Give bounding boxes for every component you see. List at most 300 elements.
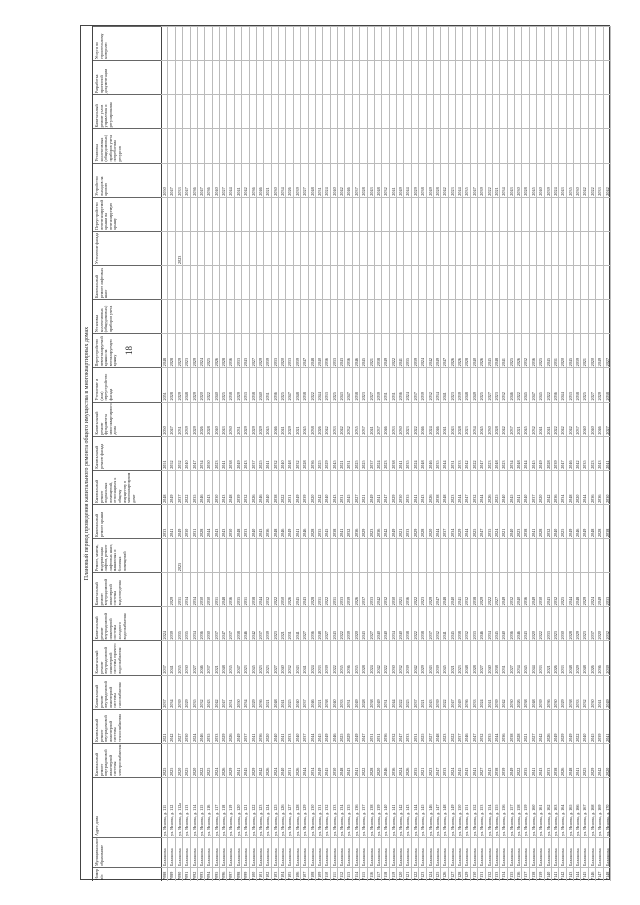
cell-num: 7128 xyxy=(456,867,463,881)
cell-municipality: Балашиха xyxy=(309,837,316,867)
cell-year xyxy=(242,265,249,299)
cell-year xyxy=(567,128,574,162)
cell-municipality: Балашиха xyxy=(264,837,271,867)
cell-year xyxy=(419,299,426,333)
cell-year: 2031 xyxy=(412,709,419,743)
cell-year xyxy=(323,299,330,333)
cell-year xyxy=(478,538,485,572)
cell-year xyxy=(574,26,581,60)
cell-year: 2038 xyxy=(434,470,441,504)
cell-year: 2030 xyxy=(205,572,212,606)
cell-year xyxy=(198,60,205,94)
cell-year: 2033 xyxy=(331,402,338,436)
cell-year xyxy=(309,265,316,299)
cell-year: 2035 xyxy=(353,640,360,674)
cell-year xyxy=(589,60,596,94)
cell-year xyxy=(205,128,212,162)
cell-year: 2021 xyxy=(264,675,271,709)
cell-year xyxy=(589,299,596,333)
cell-year: 2036 xyxy=(309,606,316,640)
cell-year xyxy=(449,60,456,94)
cell-year xyxy=(493,265,500,299)
cell-year xyxy=(382,197,389,231)
cell-year xyxy=(493,94,500,128)
cell-year: 2037 xyxy=(161,640,168,674)
cell-year: 2049 xyxy=(235,709,242,743)
cell-year: 2043 xyxy=(419,470,426,504)
cell-year: 2042 xyxy=(323,402,330,436)
cell-year xyxy=(449,299,456,333)
cell-year xyxy=(360,94,367,128)
cell-num: 7105 xyxy=(286,867,293,881)
cell-year xyxy=(309,231,316,265)
cell-municipality: Балашиха xyxy=(353,837,360,867)
cell-year xyxy=(397,94,404,128)
cell-year xyxy=(478,265,485,299)
cell-year: 2034 xyxy=(471,402,478,436)
cell-year xyxy=(500,197,507,231)
cell-year: 2022 xyxy=(390,333,397,367)
cell-year: 2030 xyxy=(552,675,559,709)
cell-year xyxy=(441,60,448,94)
cell-year: 2037 xyxy=(530,470,537,504)
cell-year: 2023 xyxy=(449,470,456,504)
cell-year xyxy=(530,60,537,94)
cell-num: 7116 xyxy=(368,867,375,881)
cell-year: 2022 xyxy=(515,367,522,401)
cell-num: 7123 xyxy=(419,867,426,881)
cell-year xyxy=(264,299,271,333)
cell-year xyxy=(552,265,559,299)
cell-year: 2023 xyxy=(427,743,434,777)
cell-year xyxy=(301,197,308,231)
cell-year: 2044 xyxy=(257,572,264,606)
cell-year xyxy=(471,231,478,265)
cell-year: 2033 xyxy=(161,504,168,538)
cell-year xyxy=(368,538,375,572)
cell-year: 2026 xyxy=(552,640,559,674)
cell-year: 2047 xyxy=(235,640,242,674)
cell-year xyxy=(168,128,175,162)
cell-municipality: Балашиха xyxy=(168,837,175,867)
cell-municipality: Балашиха xyxy=(227,837,234,867)
cell-year xyxy=(419,94,426,128)
cell-year xyxy=(537,128,544,162)
cell-year: 2031 xyxy=(235,402,242,436)
header-col-7: Капитальный ремонт крыши xyxy=(93,504,161,538)
cell-num: 7101 xyxy=(257,867,264,881)
cell-year: 2049 xyxy=(604,675,611,709)
cell-year xyxy=(604,128,611,162)
cell-year: 2045 xyxy=(250,640,257,674)
cell-year: 2024 xyxy=(161,606,168,640)
cell-municipality: Балашиха xyxy=(235,837,242,867)
cell-year xyxy=(213,231,220,265)
cell-year: 2038 xyxy=(390,436,397,470)
cell-year: 2022 xyxy=(545,367,552,401)
cell-year xyxy=(353,128,360,162)
cell-year: 2041 xyxy=(530,743,537,777)
cell-year: 2021 xyxy=(316,675,323,709)
cell-year: 2026 xyxy=(294,743,301,777)
cell-address: ул. Яснова, д. 158 xyxy=(515,777,522,837)
cell-municipality: Балашиха xyxy=(191,837,198,867)
cell-year: 2037 xyxy=(456,709,463,743)
cell-year: 2040 xyxy=(213,367,220,401)
cell-year: 2036 xyxy=(522,572,529,606)
cell-year: 2048 xyxy=(493,436,500,470)
cell-year: 2031 xyxy=(338,470,345,504)
cell-year xyxy=(176,128,183,162)
cell-num: 7125 xyxy=(434,867,441,881)
cell-year xyxy=(412,197,419,231)
cell-year: 2035 xyxy=(176,640,183,674)
cell-year: 2041 xyxy=(441,606,448,640)
cell-year xyxy=(581,231,588,265)
cell-year xyxy=(345,265,352,299)
cell-year xyxy=(250,231,257,265)
cell-year xyxy=(604,538,611,572)
cell-municipality: Балашиха xyxy=(552,837,559,867)
cell-year: 2021 xyxy=(368,333,375,367)
cell-year: 2036 xyxy=(463,675,470,709)
cell-year: 2032 xyxy=(604,606,611,640)
cell-year: 2035 xyxy=(404,436,411,470)
table-row xyxy=(500,26,507,881)
cell-year: 2042 xyxy=(338,163,345,197)
cell-address: ул. Яснова, д. 131 xyxy=(316,777,323,837)
cell-year: 2035 xyxy=(486,504,493,538)
cell-year: 2042 xyxy=(168,709,175,743)
cell-year xyxy=(316,94,323,128)
cell-municipality: Балашиха xyxy=(301,837,308,867)
cell-year xyxy=(242,26,249,60)
cell-year: 2048 xyxy=(286,436,293,470)
cell-municipality: Балашиха xyxy=(176,837,183,867)
cell-year xyxy=(272,299,279,333)
cell-year: 2049 xyxy=(427,163,434,197)
cell-year: 2048 xyxy=(161,333,168,367)
cell-year xyxy=(419,60,426,94)
cell-year xyxy=(404,299,411,333)
cell-year: 2048 xyxy=(316,606,323,640)
cell-year: 2048 xyxy=(493,333,500,367)
cell-year: 2026 xyxy=(213,333,220,367)
cell-year: 2027 xyxy=(478,743,485,777)
cell-year: 2048 xyxy=(463,640,470,674)
cell-year xyxy=(427,60,434,94)
cell-year xyxy=(161,231,168,265)
cell-year: 2039 xyxy=(478,163,485,197)
cell-year: 2042 xyxy=(257,743,264,777)
cell-year: 2037 xyxy=(574,402,581,436)
cell-year: 2029 xyxy=(412,163,419,197)
cell-year xyxy=(530,299,537,333)
cell-year xyxy=(191,231,198,265)
cell-year: 2020 xyxy=(198,367,205,401)
cell-year: 2035 xyxy=(412,743,419,777)
cell-year xyxy=(272,128,279,162)
table-row xyxy=(471,26,478,881)
cell-year: 2025 xyxy=(168,743,175,777)
cell-year: 2022 xyxy=(515,743,522,777)
cell-year xyxy=(375,197,382,231)
cell-year xyxy=(205,60,212,94)
cell-address: ул. Яснова, д. 156 xyxy=(500,777,507,837)
cell-year xyxy=(257,299,264,333)
cell-year: 2029 xyxy=(191,402,198,436)
cell-year: 2034 xyxy=(242,675,249,709)
cell-year xyxy=(316,60,323,94)
cell-year: 2026 xyxy=(589,640,596,674)
cell-year xyxy=(427,265,434,299)
cell-num: 7127 xyxy=(449,867,456,881)
cell-year: 2041 xyxy=(294,606,301,640)
table-row xyxy=(250,26,257,881)
cell-address: ул. Яснова, д. 162 xyxy=(545,777,552,837)
cell-year xyxy=(191,60,198,94)
cell-year: 2037 xyxy=(205,640,212,674)
cell-year: 2020 xyxy=(604,743,611,777)
cell-year xyxy=(264,538,271,572)
cell-year: 2033 xyxy=(286,709,293,743)
cell-year xyxy=(434,128,441,162)
cell-year xyxy=(213,26,220,60)
cell-year: 2027 xyxy=(191,640,198,674)
cell-year xyxy=(574,538,581,572)
cell-year xyxy=(486,299,493,333)
cell-year xyxy=(604,94,611,128)
cell-year: 2045 xyxy=(486,333,493,367)
cell-year xyxy=(301,231,308,265)
cell-year: 2039 xyxy=(375,367,382,401)
cell-year: 2045 xyxy=(294,572,301,606)
cell-year xyxy=(486,60,493,94)
cell-year xyxy=(338,60,345,94)
cell-year: 2049 xyxy=(316,743,323,777)
cell-year: 2023 xyxy=(272,606,279,640)
cell-year: 2045 xyxy=(493,606,500,640)
cell-year xyxy=(272,265,279,299)
cell-year xyxy=(191,128,198,162)
cell-year: 2031 xyxy=(316,163,323,197)
cell-year: 2026 xyxy=(456,333,463,367)
cell-year xyxy=(360,197,367,231)
table-row xyxy=(257,26,264,881)
cell-year xyxy=(161,299,168,333)
cell-year: 2037 xyxy=(508,402,515,436)
cell-year: 2036 xyxy=(309,436,316,470)
cell-year: 2032 xyxy=(286,640,293,674)
cell-year: 2030 xyxy=(589,675,596,709)
cell-year xyxy=(235,197,242,231)
cell-year: 2035 xyxy=(338,640,345,674)
cell-year xyxy=(581,197,588,231)
cell-year: 2045 xyxy=(441,640,448,674)
cell-municipality: Балашиха xyxy=(257,837,264,867)
cell-year xyxy=(257,128,264,162)
cell-address: ул. Яснова, д. 154 xyxy=(486,777,493,837)
cell-year: 2021 xyxy=(419,675,426,709)
cell-year xyxy=(309,128,316,162)
cell-year: 2041 xyxy=(168,640,175,674)
cell-year xyxy=(368,265,375,299)
cell-year: 2024 xyxy=(412,436,419,470)
cell-year xyxy=(368,197,375,231)
cell-year: 2022 xyxy=(412,572,419,606)
cell-year xyxy=(309,94,316,128)
cell-year: 2022 xyxy=(589,163,596,197)
cell-year: 2022 xyxy=(574,709,581,743)
cell-year: 2047 xyxy=(168,402,175,436)
header-col-8: Капитальный ремонт подвальных помещений, относящихся к общему имуществу в многоквартирном доме xyxy=(93,470,161,504)
cell-year: 2024 xyxy=(191,709,198,743)
cell-num: 7102 xyxy=(264,867,271,881)
cell-year xyxy=(345,128,352,162)
cell-year: 2021 xyxy=(264,163,271,197)
cell-year: 2043 xyxy=(427,675,434,709)
cell-year xyxy=(456,299,463,333)
cell-year: 2046 xyxy=(257,470,264,504)
cell-year: 2033 xyxy=(596,163,603,197)
cell-municipality: Балашиха xyxy=(242,837,249,867)
cell-year xyxy=(183,265,190,299)
cell-year: 2031 xyxy=(316,572,323,606)
cell-year xyxy=(345,26,352,60)
cell-year xyxy=(353,231,360,265)
cell-year xyxy=(478,197,485,231)
cell-year xyxy=(353,299,360,333)
cell-year: 2025 xyxy=(316,436,323,470)
header-col-21: Услуги по строительному контролю xyxy=(93,26,161,60)
cell-year: 2045 xyxy=(331,436,338,470)
cell-year: 2046 xyxy=(567,436,574,470)
cell-year: 2032 xyxy=(530,402,537,436)
cell-year: 2048 xyxy=(589,504,596,538)
cell-year: 2041 xyxy=(353,743,360,777)
cell-year: 2034 xyxy=(191,572,198,606)
cell-year xyxy=(235,299,242,333)
cell-year: 2031 xyxy=(331,572,338,606)
cell-year xyxy=(250,60,257,94)
cell-year: 2040 xyxy=(323,470,330,504)
cell-year: 2029 xyxy=(183,675,190,709)
cell-year xyxy=(434,299,441,333)
cell-year: 2027 xyxy=(604,333,611,367)
cell-year xyxy=(360,538,367,572)
cell-year: 2042 xyxy=(338,402,345,436)
cell-year: 2024 xyxy=(397,743,404,777)
cell-year: 2041 xyxy=(279,709,286,743)
cell-year: 2041 xyxy=(338,504,345,538)
cell-year: 2035 xyxy=(191,470,198,504)
cell-year: 2047 xyxy=(530,367,537,401)
cell-year: 2028 xyxy=(545,436,552,470)
cell-year xyxy=(508,538,515,572)
cell-year: 2026 xyxy=(227,709,234,743)
table-row xyxy=(530,26,537,881)
cell-year: 2025 xyxy=(353,436,360,470)
cell-year xyxy=(338,299,345,333)
cell-year xyxy=(309,26,316,60)
header-municipality: Муниципальное образование xyxy=(93,837,161,867)
cell-year: 2022 xyxy=(412,606,419,640)
cell-year xyxy=(257,26,264,60)
cell-year xyxy=(596,265,603,299)
cell-year xyxy=(530,538,537,572)
cell-year: 2047 xyxy=(286,367,293,401)
cell-year: 2040 xyxy=(486,640,493,674)
cell-year xyxy=(493,299,500,333)
cell-year xyxy=(161,94,168,128)
cell-address: ул. Яснова, д. 144 xyxy=(412,777,419,837)
cell-municipality: Балашиха xyxy=(589,837,596,867)
cell-year: 2021 xyxy=(500,504,507,538)
cell-year xyxy=(522,128,529,162)
cell-year xyxy=(397,26,404,60)
cell-year xyxy=(522,299,529,333)
cell-year: 2037 xyxy=(427,606,434,640)
cell-year xyxy=(183,60,190,94)
table-row xyxy=(301,26,308,881)
cell-year: 2024 xyxy=(198,333,205,367)
table-row xyxy=(545,26,552,881)
header-col-18: Установка коллективных (общедомовых) приборов учета потребления ресурсов xyxy=(93,128,161,162)
cell-year: 2030 xyxy=(390,640,397,674)
cell-municipality: Балашиха xyxy=(272,837,279,867)
cell-year: 2035 xyxy=(205,709,212,743)
cell-num: 7114 xyxy=(353,867,360,881)
table-row xyxy=(404,26,411,881)
cell-year: 2025 xyxy=(537,333,544,367)
cell-year xyxy=(397,128,404,162)
cell-num: 7144 xyxy=(574,867,581,881)
cell-year: 2049 xyxy=(353,675,360,709)
cell-year xyxy=(419,197,426,231)
cell-year: 2046 xyxy=(463,709,470,743)
cell-year: 2022 xyxy=(338,606,345,640)
cell-year: 2027 xyxy=(530,709,537,743)
cell-year: 2032 xyxy=(522,333,529,367)
cell-year: 2022 xyxy=(183,470,190,504)
cell-year: 2029 xyxy=(419,640,426,674)
cell-year xyxy=(574,60,581,94)
table-row xyxy=(360,26,367,881)
cell-year xyxy=(213,60,220,94)
cell-num: 7092 xyxy=(191,867,198,881)
cell-year: 2042 xyxy=(316,470,323,504)
table-row xyxy=(493,26,500,881)
cell-year: 2042 xyxy=(375,572,382,606)
cell-year: 2034 xyxy=(559,470,566,504)
cell-year: 2047 xyxy=(471,163,478,197)
cell-year xyxy=(213,128,220,162)
cell-num: 7093 xyxy=(198,867,205,881)
table-row xyxy=(242,26,249,881)
cell-year: 2029 xyxy=(574,640,581,674)
cell-year xyxy=(441,128,448,162)
cell-year xyxy=(559,265,566,299)
cell-year xyxy=(486,128,493,162)
cell-year: 2022 xyxy=(309,367,316,401)
cell-year xyxy=(508,197,515,231)
cell-municipality: Балашиха xyxy=(390,837,397,867)
cell-year: 2041 xyxy=(545,402,552,436)
cell-year xyxy=(493,60,500,94)
cell-year: 2048 xyxy=(574,572,581,606)
cell-municipality: Балашиха xyxy=(515,837,522,867)
cell-year: 2036 xyxy=(596,640,603,674)
